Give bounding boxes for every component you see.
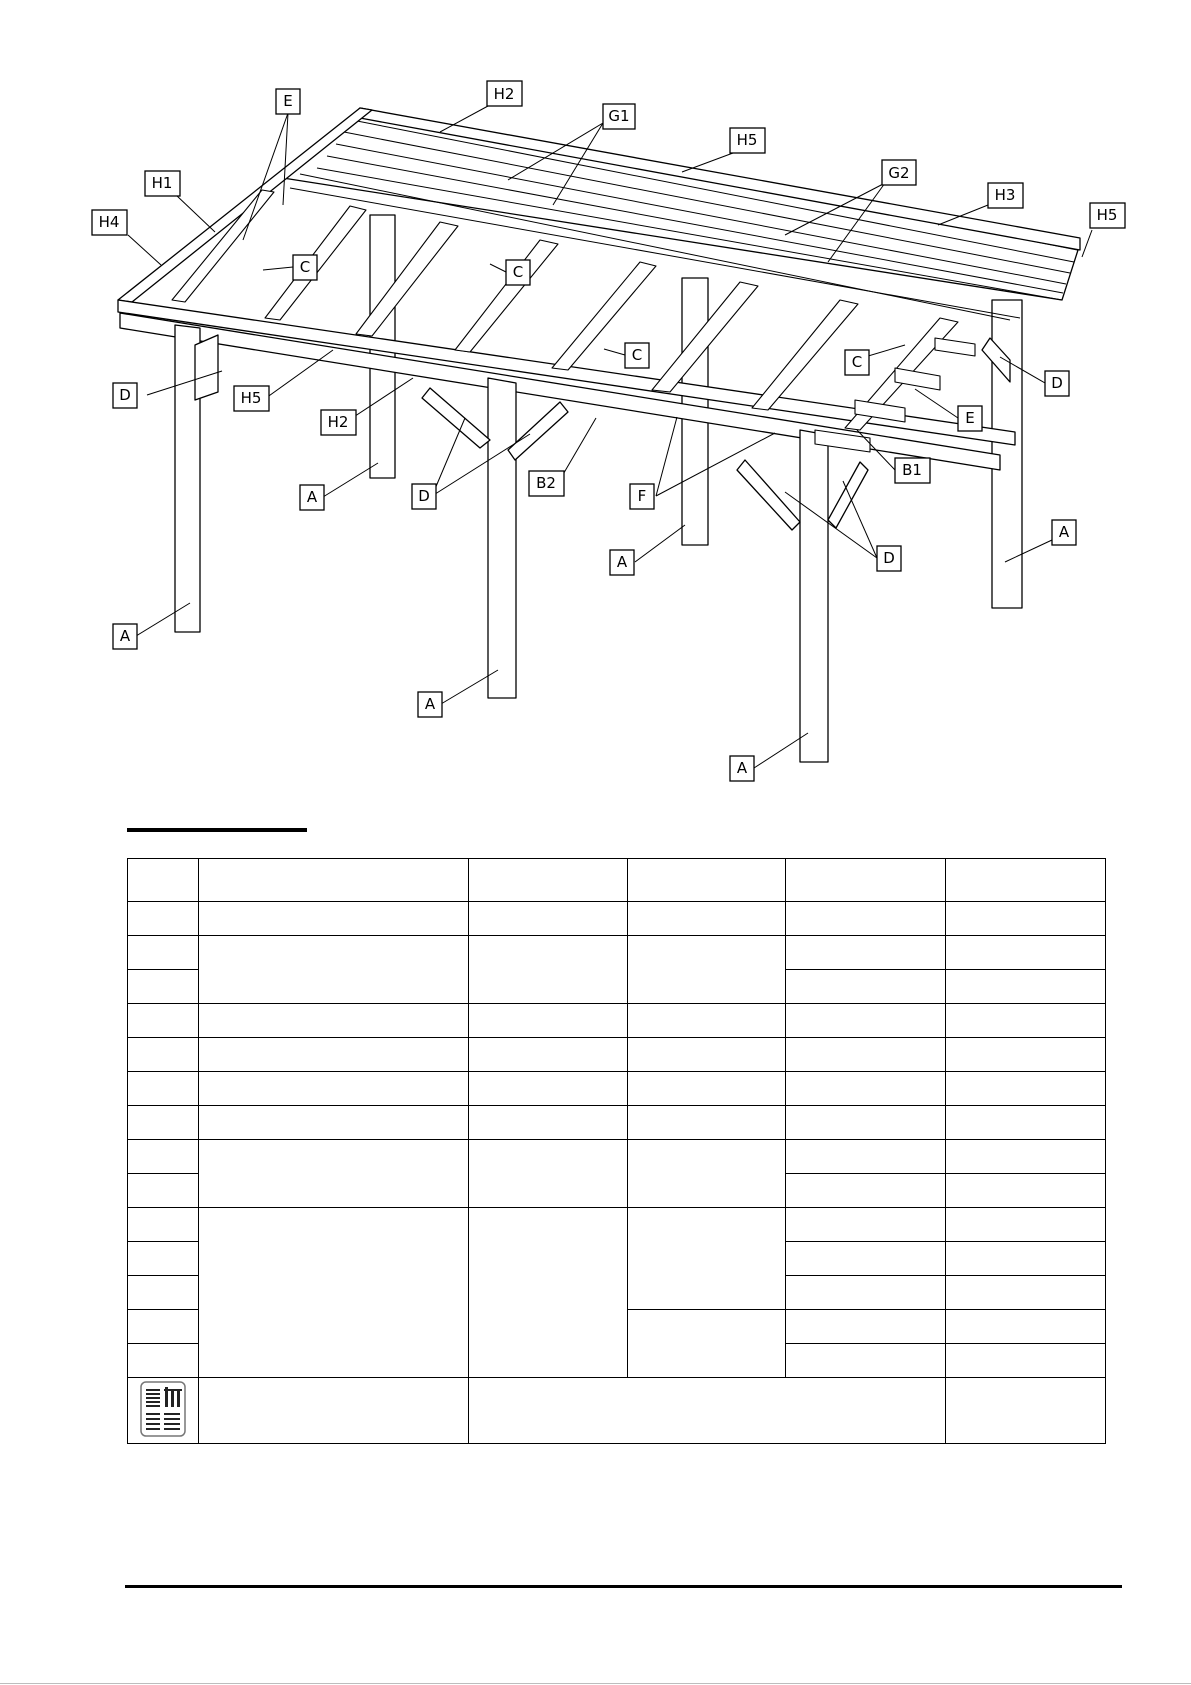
svg-text:A: A [616, 553, 628, 571]
svg-text:H1: H1 [151, 174, 173, 192]
label-h4 [92, 210, 127, 235]
table-row [128, 936, 1106, 970]
table-header-row [128, 859, 1106, 902]
svg-text:E: E [283, 92, 293, 110]
label-a [730, 756, 754, 781]
label-c [625, 343, 649, 368]
svg-text:D: D [418, 487, 430, 505]
label-h2 [321, 410, 356, 435]
label-h5 [234, 386, 269, 411]
svg-text:C: C [851, 353, 863, 371]
table-row [128, 1106, 1106, 1140]
svg-text:B1: B1 [902, 461, 922, 479]
page-bottom-edge [0, 1683, 1191, 1684]
svg-text:H4: H4 [98, 213, 120, 231]
post-front-right [800, 430, 828, 762]
svg-text:C: C [512, 263, 524, 281]
svg-text:E: E [965, 409, 975, 427]
front-rafter-fascia [118, 300, 1015, 445]
brace-4 [737, 460, 800, 530]
label-c [506, 260, 530, 285]
label-h5 [730, 128, 765, 153]
label-h2 [487, 81, 522, 106]
table-cell [627, 859, 785, 902]
svg-text:C: C [631, 346, 643, 364]
table-cell [199, 859, 469, 902]
table-cell [785, 859, 945, 902]
svg-text:H2: H2 [327, 413, 349, 431]
svg-text:H5: H5 [240, 389, 262, 407]
label-a [418, 692, 442, 717]
rafter-7 [752, 300, 858, 410]
svg-text:A: A [1058, 523, 1070, 541]
svg-text:D: D [1051, 374, 1063, 392]
svg-text:B2: B2 [536, 474, 556, 492]
table-row [128, 1208, 1106, 1242]
brace-1 [195, 335, 218, 400]
label-b2 [529, 471, 564, 496]
label-c [293, 255, 317, 280]
brace-3 [508, 402, 568, 460]
label-f [630, 484, 654, 509]
label-h3 [988, 183, 1023, 208]
svg-text:G2: G2 [888, 164, 910, 182]
label-d [1045, 371, 1069, 396]
table-row [128, 1038, 1106, 1072]
svg-text:D: D [119, 386, 131, 404]
svg-text:H5: H5 [1096, 206, 1118, 224]
table-cell [946, 859, 1106, 902]
table-cell [469, 859, 627, 902]
label-a [1052, 520, 1076, 545]
label-h1 [145, 171, 180, 196]
svg-text:C: C [299, 258, 311, 276]
label-d [412, 484, 436, 509]
svg-text:A: A [306, 488, 318, 506]
svg-text:A: A [119, 627, 131, 645]
label-e [276, 89, 300, 114]
svg-text:F: F [637, 487, 647, 505]
svg-text:H2: H2 [493, 85, 515, 103]
label-d [113, 383, 137, 408]
table-footer-row [128, 1378, 1106, 1444]
svg-text:A: A [424, 695, 436, 713]
svg-text:D: D [883, 549, 895, 567]
svg-text:H5: H5 [736, 131, 758, 149]
svg-text:A: A [736, 759, 748, 777]
manual-icon [140, 1381, 186, 1437]
label-d [877, 546, 901, 571]
label-a [300, 485, 324, 510]
table-row [128, 902, 1106, 936]
carport-assembly-drawing [0, 0, 1191, 800]
label-e [958, 406, 982, 431]
footer-rule [125, 1585, 1122, 1588]
table-row [128, 1072, 1106, 1106]
label-a [113, 624, 137, 649]
label-b1 [895, 458, 930, 483]
label-h5 [1090, 203, 1125, 228]
table-title-underline [127, 828, 307, 832]
post-front-mid [488, 378, 516, 698]
svg-text:H3: H3 [994, 186, 1016, 204]
brace-5 [828, 462, 868, 528]
label-g2 [882, 160, 916, 185]
end-frame-left [118, 108, 372, 302]
svg-text:G1: G1 [608, 107, 630, 125]
label-c [845, 350, 869, 375]
label-a [610, 550, 634, 575]
table-row [128, 1004, 1106, 1038]
parts-table [127, 858, 1106, 1444]
table-cell [128, 859, 199, 902]
label-g1 [603, 104, 635, 129]
roof-boards [283, 108, 1078, 300]
rafter-4 [455, 240, 558, 352]
table-row [128, 1140, 1106, 1174]
